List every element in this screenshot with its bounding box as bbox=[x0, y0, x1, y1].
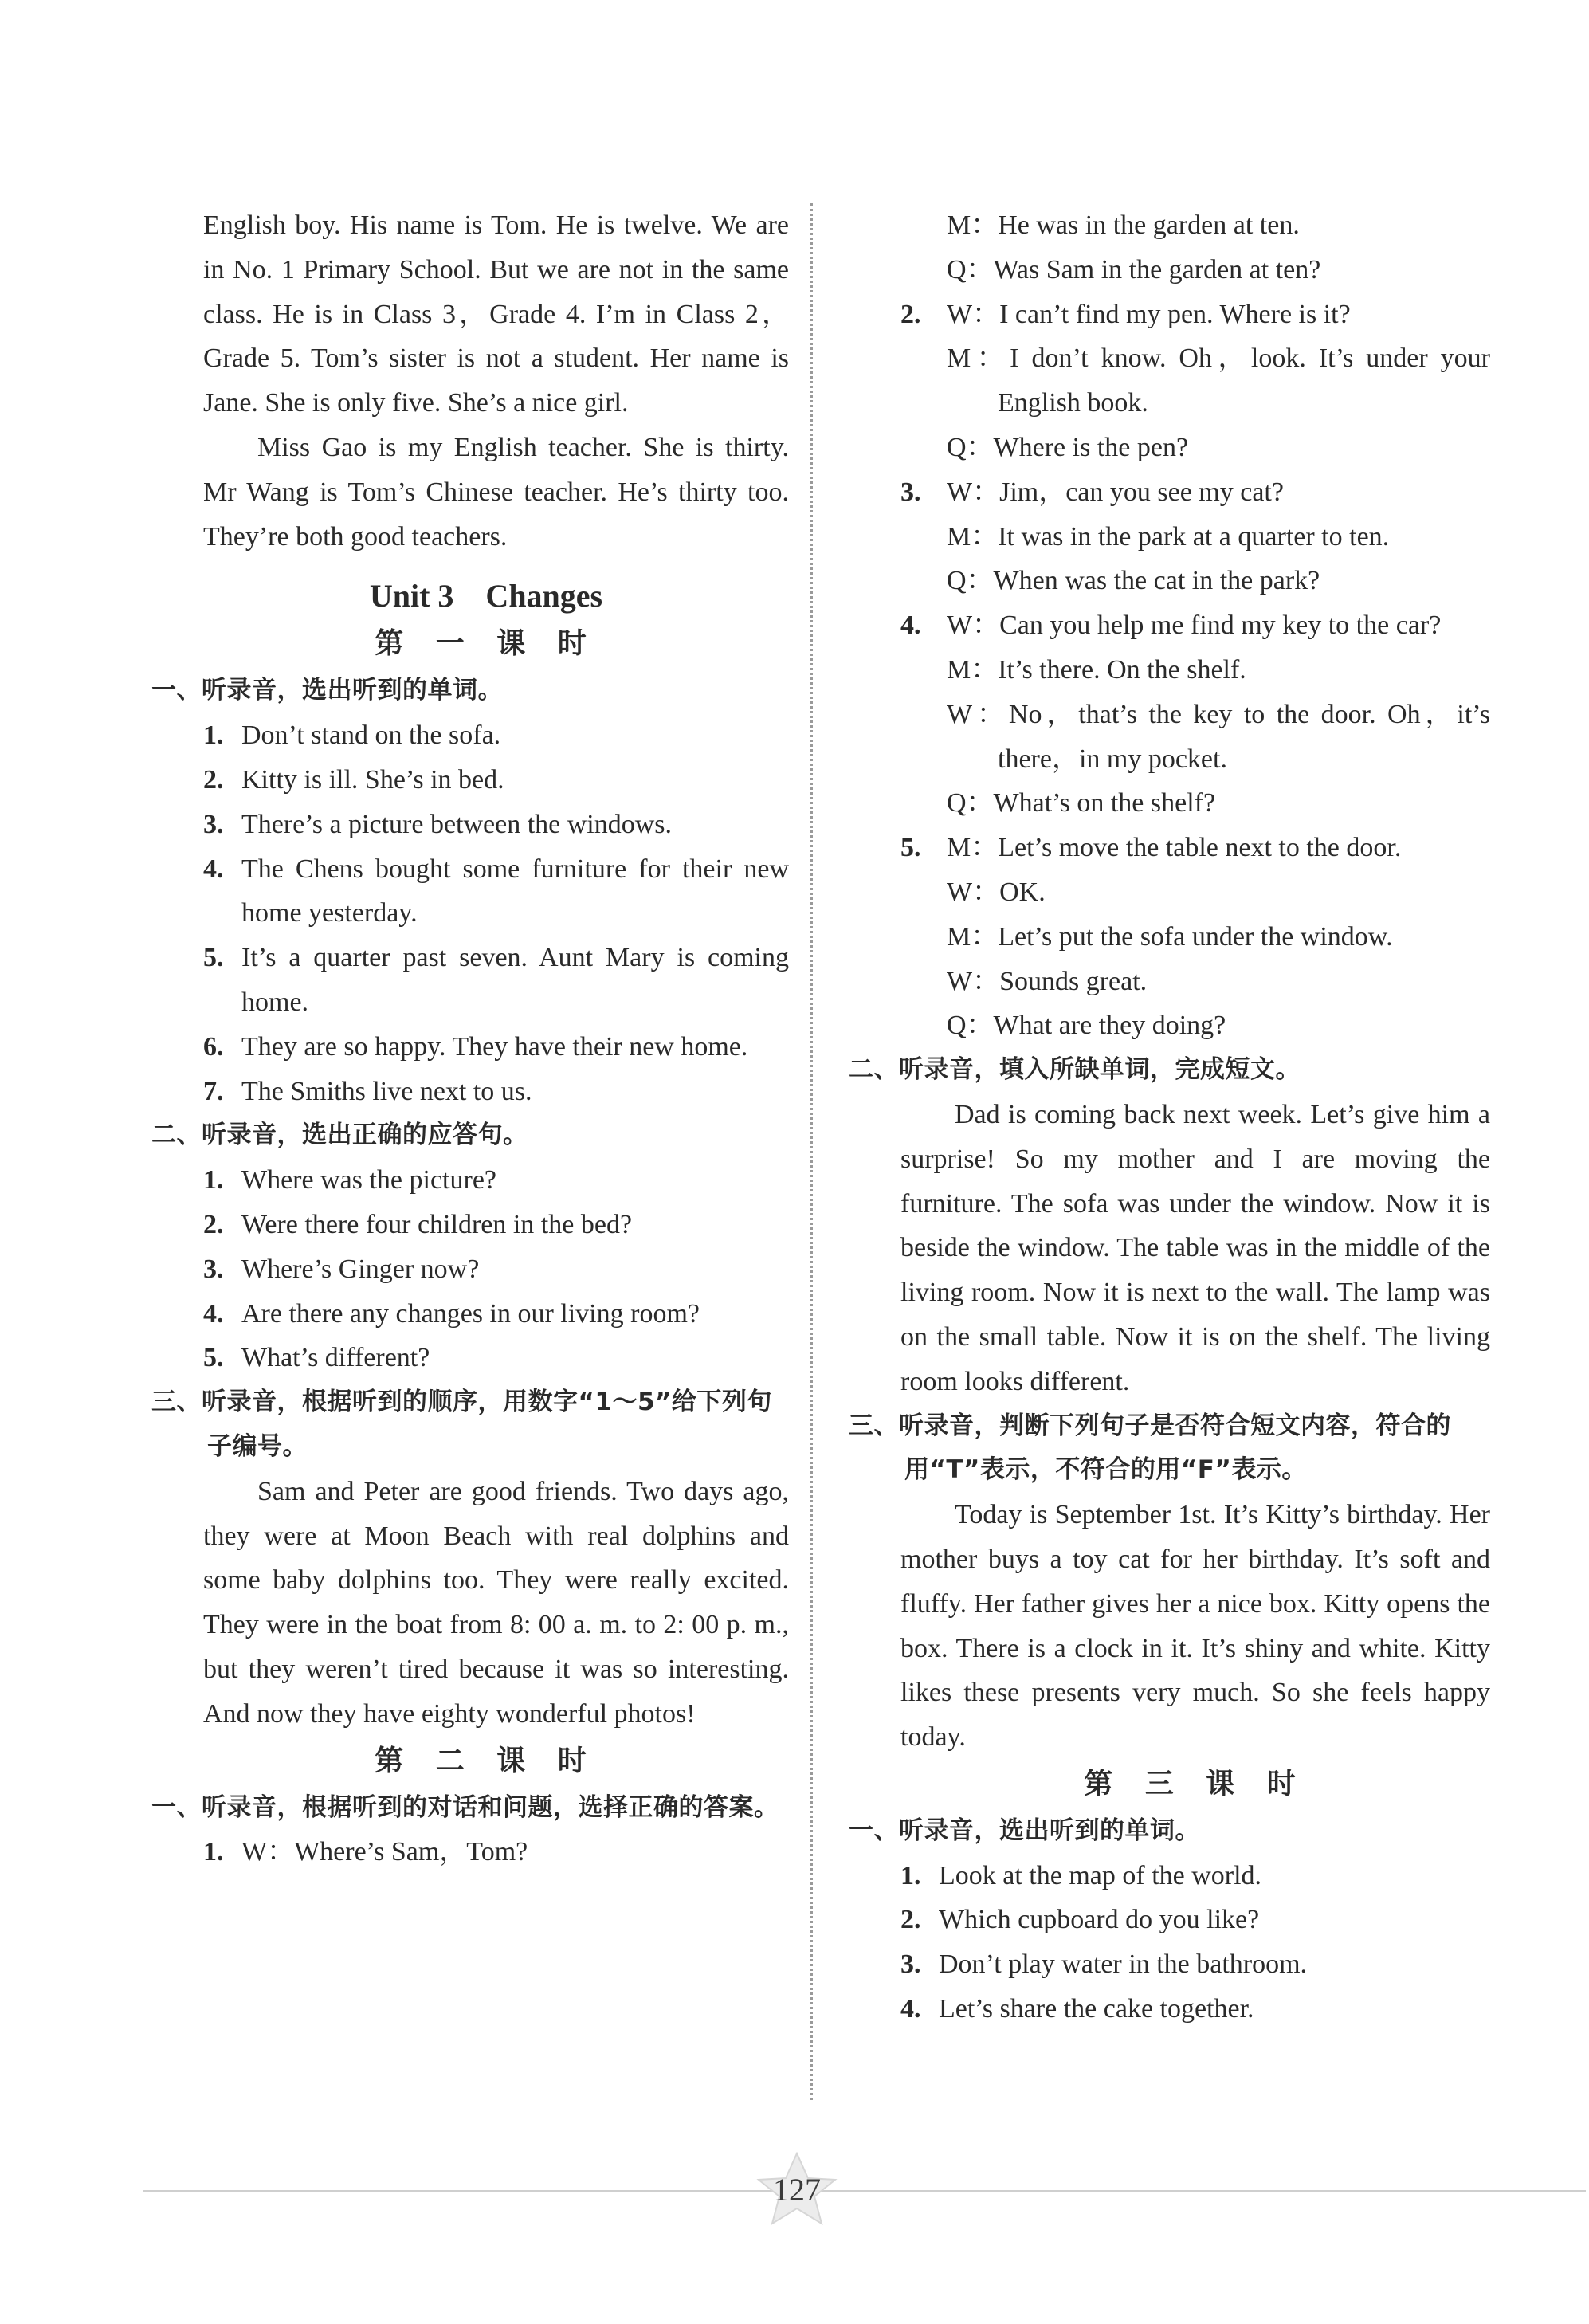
footer-rule bbox=[143, 2190, 1586, 2192]
list-item: 3. Where’s Ginger now? bbox=[203, 1254, 480, 1284]
unit-title: Unit 3 Changes bbox=[369, 578, 603, 614]
list-item: 4. Are there any changes in our living room? bbox=[203, 1298, 700, 1329]
dialogue-line: M：He was in the garden at ten. bbox=[947, 210, 1300, 240]
dialogue-line: Q：What’s on the shelf? bbox=[947, 788, 1216, 819]
dialogue-line: M：I don’t know. Oh，look. It’s under your English book. bbox=[947, 343, 1490, 418]
list-item: 5. It’s a quarter past seven. Aunt Mary is coming home. bbox=[203, 943, 789, 1017]
dialogue-line: Q：Was Sam in the garden at ten? bbox=[947, 254, 1321, 285]
list-item: 7. The Smiths live next to us. bbox=[203, 1076, 532, 1106]
lesson1-section2-list bbox=[151, 1158, 789, 1380]
lesson2-section3-title: 三、听录音，判断下列句子是否符合短文内容，符合的用“T”表示，不符合的用“F”表示。 bbox=[849, 1411, 1451, 1485]
dialogue-line: M：Let’s put the sofa under the window. bbox=[947, 921, 1393, 952]
dialogue-line: M：It’s there. On the shelf. bbox=[947, 654, 1246, 685]
dialogue-3-line: 3. W：Jim，can you see my cat? bbox=[900, 477, 1284, 507]
column-divider bbox=[810, 203, 813, 2100]
list-item: 1. Where was the picture? bbox=[203, 1165, 496, 1195]
list-item: 1. Don’t stand on the sofa. bbox=[203, 720, 501, 751]
dialogue-line: Q：When was the cat in the park? bbox=[947, 566, 1320, 596]
list-item: 4. Let’s share the cake together. bbox=[900, 1994, 1254, 2024]
dialogue-line: W：Sounds great. bbox=[947, 966, 1148, 996]
page-number: 127 bbox=[773, 2172, 821, 2208]
list-item: 2. Were there four children in the bed? bbox=[203, 1209, 633, 1239]
intro-paragraph-1: English boy. His name is Tom. He is twelve. We are in No. 1 Primary School. But we are not in the same class. He is in Class 3，Grade 4. I’m in Class 2，Grade 5. Tom’s sister is not a student. Her name is Jane. She is only five. She’s a nice girl. bbox=[203, 210, 789, 418]
lesson-2-heading: 第 二 课 时 bbox=[375, 1744, 598, 1777]
left-column bbox=[151, 0, 789, 2136]
lesson1-section1-list bbox=[151, 713, 789, 1113]
lesson2-section2-passage: Dad is coming back next week. Let’s give him a surprise! So my mother and I are moving the furniture. The sofa was under the window. Now it is beside the window. The table was in the middle of the living room. Now it is next to the wall. The lamp was on the small table. Now it is on the shelf. The living room looks different. bbox=[900, 1099, 1490, 1396]
list-item: 3. Don’t play water in the bathroom. bbox=[900, 1949, 1308, 1980]
lesson1-section3-title: 三、听录音，根据听到的顺序，用数字“1～5”给下列句子编号。 bbox=[151, 1388, 772, 1461]
list-item: 4. The Chens bought some furniture for their new home yesterday. bbox=[203, 854, 789, 928]
lesson3-section1-title: 一、听录音，选出听到的单词。 bbox=[849, 1816, 1200, 1845]
dialogue-line: W：OK. bbox=[947, 877, 1046, 907]
page-number-badge bbox=[741, 2152, 853, 2228]
dialogue-line: W：No，that’s the key to the door. Oh，it’s there，in my pocket. bbox=[947, 699, 1490, 774]
right-column bbox=[849, 0, 1490, 2136]
dialogue-2-line: 2. W：I can’t find my pen. Where is it? bbox=[900, 299, 1351, 329]
list-item: 2. Which cupboard do you like? bbox=[900, 1905, 1260, 1935]
dialogue-line: Q：What are they doing? bbox=[947, 1011, 1226, 1041]
dialogue-4-line: 4. W：Can you help me find my key to the car? bbox=[900, 610, 1442, 641]
dialogue-line: M：It was in the park at a quarter to ten. bbox=[947, 521, 1390, 552]
intro-paragraph-2: Miss Gao is my English teacher. She is thirty. Mr Wang is Tom’s Chinese teacher. He’s thirty too. They’re both good teachers. bbox=[203, 432, 789, 552]
dialogue-5-line: 5. M：Let’s move the table next to the door. bbox=[900, 833, 1402, 863]
lesson2-section3-passage: Today is September 1st. It’s Kitty’s birthday. Her mother buys a toy cat for her birthday. It’s soft and fluffy. Her father gives her a nice box. Kitty opens the box. There is a clock in it. It’s shiny and white. Kitty likes these presents very much. So she feels happy today. bbox=[900, 1500, 1490, 1753]
lesson3-section1-list bbox=[900, 1854, 1490, 2032]
lesson1-section2-title: 二、听录音，选出正确的应答句。 bbox=[151, 1121, 528, 1150]
lesson-1-heading: 第 一 课 时 bbox=[375, 627, 598, 661]
dialogue-line: Q：Where is the pen? bbox=[947, 432, 1189, 462]
list-item: 3. There’s a picture between the windows. bbox=[203, 809, 673, 839]
lesson2-section1-title: 一、听录音，根据听到的对话和问题，选择正确的答案。 bbox=[151, 1792, 779, 1822]
list-item: 2. Kitty is ill. She’s in bed. bbox=[203, 764, 504, 795]
list-item: 1. Look at the map of the world. bbox=[900, 1860, 1262, 1890]
lesson-3-heading: 第 三 课 时 bbox=[1084, 1767, 1307, 1800]
lesson2-section2-title: 二、听录音，填入所缺单词，完成短文。 bbox=[849, 1055, 1301, 1085]
lesson1-section1-title: 一、听录音，选出听到的单词。 bbox=[151, 676, 503, 705]
list-item: 6. They are so happy. They have their new home. bbox=[203, 1031, 748, 1062]
dialogue-1: 1. W：Where’s Sam，Tom? bbox=[203, 1837, 528, 1867]
list-item: 5. What’s different? bbox=[203, 1343, 430, 1373]
lesson1-section3-passage: Sam and Peter are good friends. Two days ago, they were at Moon Beach with real dolphins and some baby dolphins too. They were really excited. They were in the boat from 8: 00 a. m. to 2: 00 p. m., but they weren’t tired because it was so interesting. And now they have eighty wonderful photos! bbox=[203, 1476, 789, 1729]
